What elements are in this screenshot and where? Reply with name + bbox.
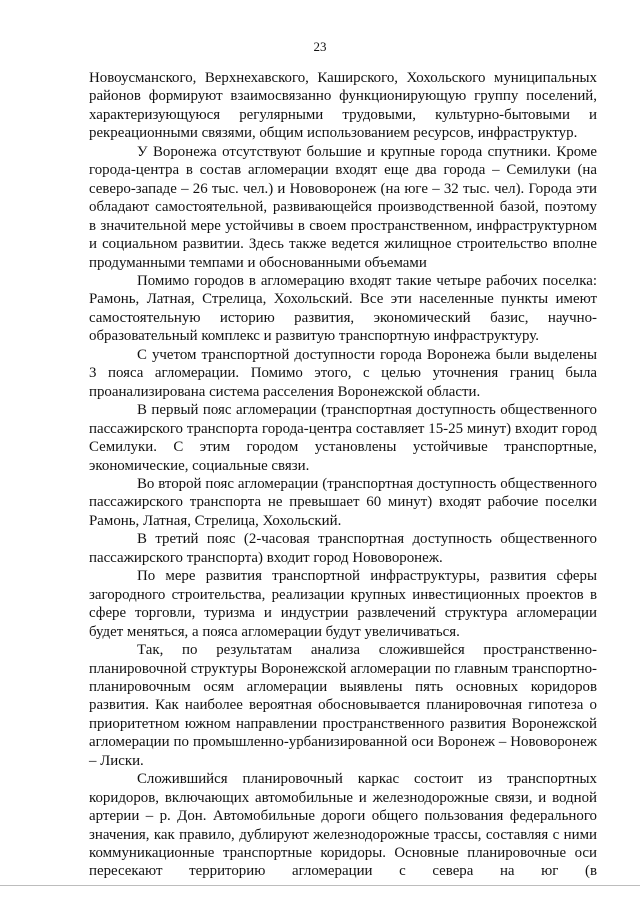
paragraph-first-belt: В первый пояс агломерации (транспортная доступность общественного пассажирского транспорта города-центра составляет 15-25 минут) входит город Семилуки. С этим городом установлены устойчивые транспортные, экономические, социальные связи. bbox=[89, 402, 597, 474]
paragraph-development: По мере развития транспортной инфраструктуры, развития сферы загородного строительства, реализации крупных инвестиционных проектов в сфере торговли, туризма и индустрии развлечений структура агломерации будет меняться, а пояса агломерации будут увеличиваться. bbox=[89, 568, 597, 640]
paragraph-framework: Сложившийся планировочный каркас состоит из транспортных коридоров, включающих автомобильные и железнодорожные связи, и водной артерии – р. Дон. Автомобильные дороги общего пользования федерального значения, как правило, дублируют железнодорожные трассы, составляя с ними коммуникационные транспортные коридоры. Основные планировочные оси пересекают территорию агломерации с севера на юг (в bbox=[89, 771, 597, 880]
paragraph-second-belt: Во второй пояс агломерации (транспортная доступность общественного пассажирского транспорта не превышает 60 минут) входят рабочие поселки Рамонь, Латная, Стрелица, Хохольский. bbox=[89, 475, 597, 529]
paragraph-corridors: Так, по результатам анализа сложившейся пространственно-планировочной структуры Воронежской агломерации по главным транспортно-планировочным осям агломерации выявлены пять основных коридоров развития. Как наиболее вероятная обосновывается планировочная гипотеза о приоритетном южном направлении пространственного развития Воронежской агломерации по промышленно-урбанизированной оси Воронеж – Нововоронеж – Лиски. bbox=[89, 642, 597, 769]
bottom-rule bbox=[0, 885, 640, 886]
paragraph-settlements: Помимо городов в агломерацию входят такие четыре рабочих поселка: Рамонь, Латная, Стрелица, Хохольский. Все эти населенные пункты имеют самостоятельную историю развития, экономический базис, научно-образовательный комплекс и развитую транспортную инфраструктуру. bbox=[89, 272, 597, 345]
paragraph-third-belt: В третий пояс (2-часовая транспортная доступность общественного пассажирского транспорта) входит город Нововоронеж. bbox=[89, 531, 597, 566]
document-body bbox=[89, 69, 597, 881]
paragraph-continuation: Новоусманского, Верхнехавского, Каширского, Хохольского муниципальных районов формируют взаимосвязанно функционирующую группу поселений, характеризующуюся регулярными трудовыми, культурно-бытовыми и рекреационными связями, общим использованием ресурсов, инфраструктур. bbox=[89, 70, 597, 142]
page-number: 23 bbox=[313, 39, 327, 54]
paragraph-belts: С учетом транспортной доступности города Воронежа были выделены 3 пояса агломерации. Помимо этого, с целью уточнения границ была проанализирована система расселения Воронежской области. bbox=[89, 346, 597, 400]
paragraph-satellite-cities: У Воронежа отсутствуют большие и крупные города спутники. Кроме города-центра в состав агломерации входят еще два города – Семилуки (на северо-западе – 26 тыс. чел.) и Нововоронеж (на юге – 32 тыс. чел). Города эти обладают самостоятельной, развивающейся производственной базой, поэтому в значительной мере устойчивы в своем пространственном, инфраструктурном и социальном развитии. Здесь также ведется жилищное строительство вполне продуманными темпами и обоснованными объемами bbox=[89, 143, 597, 271]
